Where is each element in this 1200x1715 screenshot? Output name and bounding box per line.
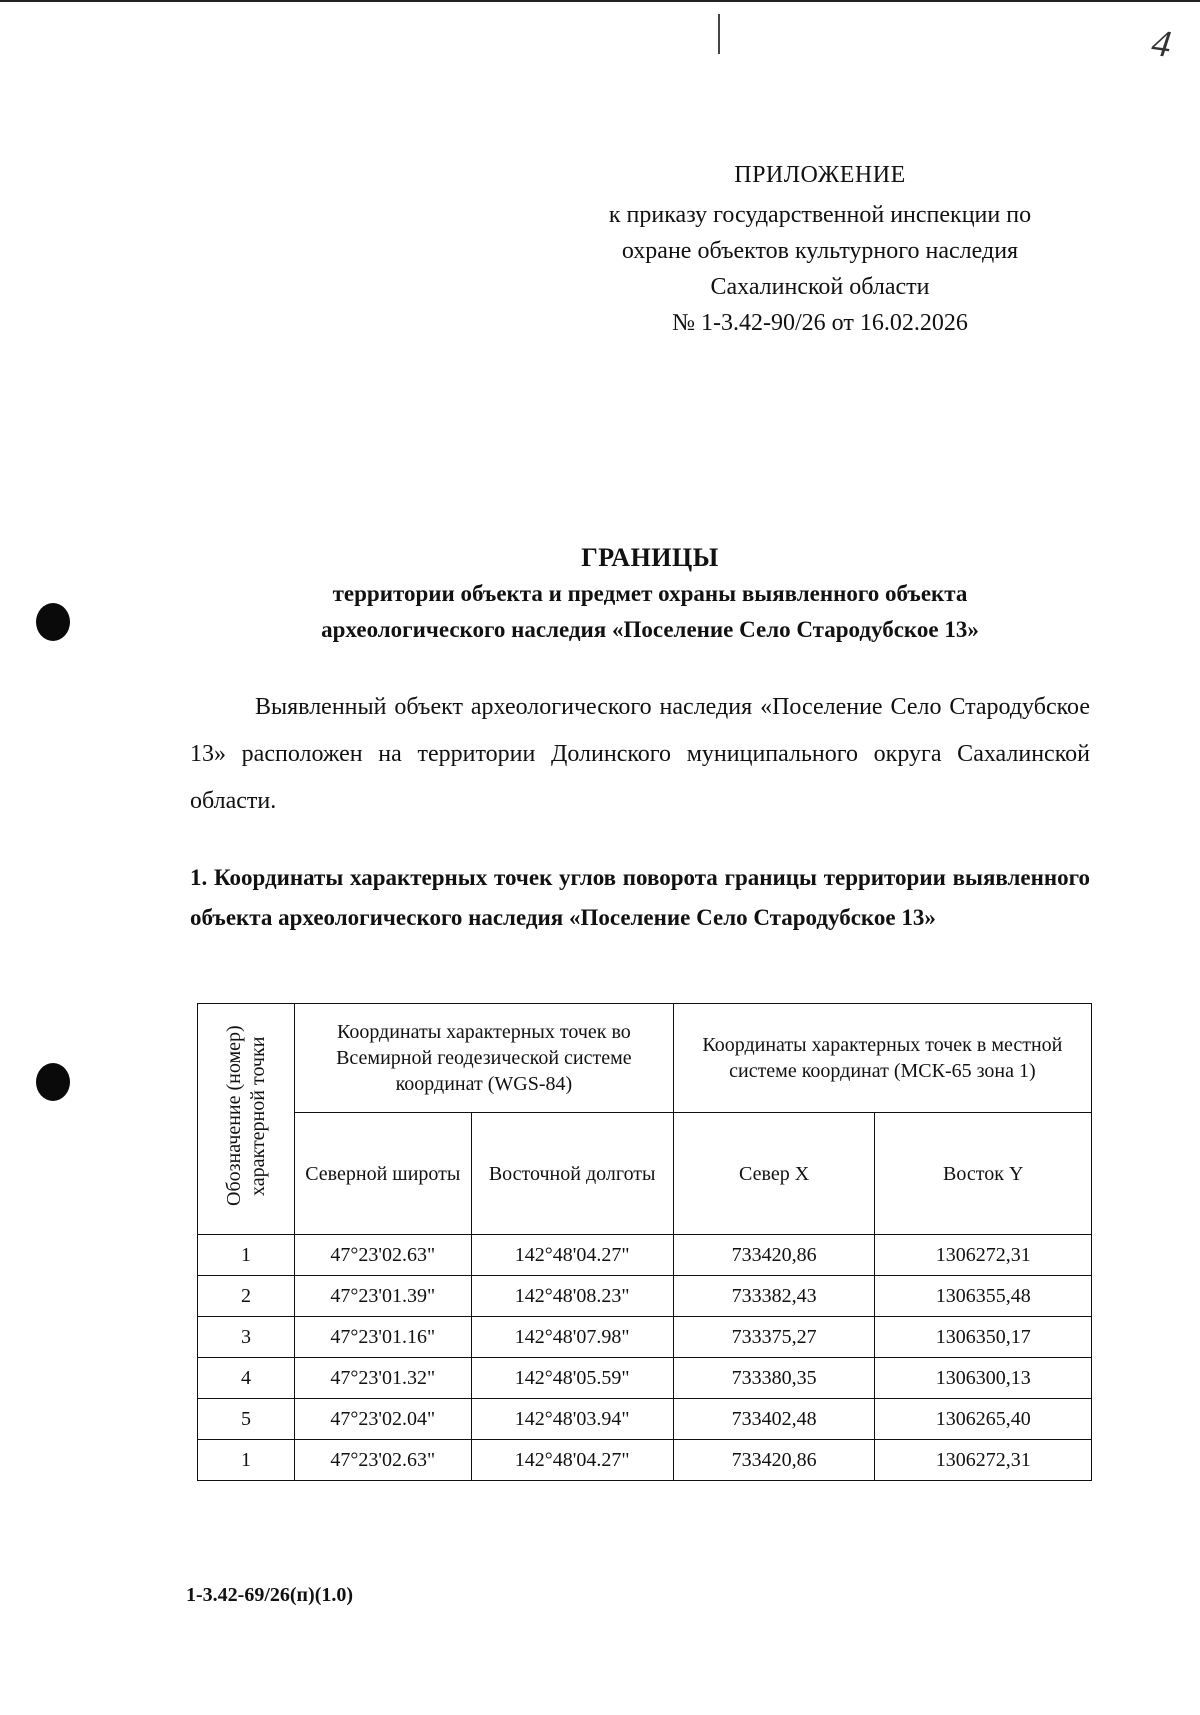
appendix-line: Сахалинской области [710,274,930,300]
header-east-y: Восток Y [875,1113,1092,1235]
title-main: ГРАНИЦЫ [581,543,719,572]
cell-y: 1306272,31 [875,1235,1092,1276]
header-msk65: Координаты характерных точек в местной системе координат (МСК-65 зона 1) [673,1004,1091,1113]
cell-point: 3 [198,1317,295,1358]
cell-x: 733420,86 [673,1235,875,1276]
cell-latitude: 47°23'02.63" [295,1440,472,1481]
document-title [180,540,1120,648]
cell-y: 1306350,17 [875,1317,1092,1358]
cell-y: 1306265,40 [875,1399,1092,1440]
cell-point: 5 [198,1399,295,1440]
cell-y: 1306300,13 [875,1358,1092,1399]
cell-longitude: 142°48'04.27" [471,1440,673,1481]
section-heading: 1. Координаты характерных точек углов поворота границы территории выявленного объекта археологического наследия «Поселение Село Стародубское 13» [190,865,1090,930]
cell-y: 1306272,31 [875,1440,1092,1481]
punch-hole [36,1063,70,1101]
appendix-order-number: № 1-3.42-90/26 от 16.02.2026 [672,310,968,336]
cell-latitude: 47°23'01.32" [295,1358,472,1399]
cell-x: 733402,48 [673,1399,875,1440]
appendix-block [560,157,1080,341]
appendix-title: ПРИЛОЖЕНИЕ [734,162,906,188]
title-line: территории объекта и предмет охраны выявленного объекта [332,581,968,606]
cell-point: 4 [198,1358,295,1399]
table-row [198,1276,1092,1317]
table-row [198,1358,1092,1399]
table-row [198,1440,1092,1481]
cell-x: 733380,35 [673,1358,875,1399]
header-wgs84: Координаты характерных точек во Всемирной геодезической системе координат (WGS-84) [295,1004,674,1113]
cell-longitude: 142°48'07.98" [471,1317,673,1358]
cell-longitude: 142°48'04.27" [471,1235,673,1276]
cell-point: 2 [198,1276,295,1317]
document-code: 1-3.42-69/26(п)(1.0) [186,1584,354,1606]
cell-x: 733375,27 [673,1317,875,1358]
cell-longitude: 142°48'08.23" [471,1276,673,1317]
scan-mark [718,14,720,54]
cell-x: 733382,43 [673,1276,875,1317]
cell-longitude: 142°48'05.59" [471,1358,673,1399]
header-east-longitude: Восточной долготы [471,1113,673,1235]
header-north-latitude: Северной широты [295,1113,472,1235]
top-border-line [0,0,1200,2]
cell-longitude: 142°48'03.94" [471,1399,673,1440]
cell-latitude: 47°23'01.16" [295,1317,472,1358]
coordinates-table [197,1003,1092,1481]
table-header-row [198,1004,1092,1113]
cell-point: 1 [198,1440,295,1481]
cell-latitude: 47°23'02.04" [295,1399,472,1440]
title-line: археологического наследия «Поселение Село Стародубское 13» [321,617,979,642]
cell-x: 733420,86 [673,1440,875,1481]
table-row [198,1399,1092,1440]
appendix-line: охране объектов культурного наследия [621,238,1019,264]
cell-latitude: 47°23'02.63" [295,1235,472,1276]
header-north-x: Север X [673,1113,875,1235]
table-row [198,1235,1092,1276]
table-row [198,1317,1092,1358]
cell-point: 1 [198,1235,295,1276]
intro-paragraph: Выявленный объект археологического наследия «Поселение Село Стародубское 13» расположен на территории Долинского муниципального округа Сахалинской области. [190,694,1090,814]
header-point-designation: Обозначение (номер) характерной точки [198,1004,295,1235]
punch-hole [36,603,70,641]
cell-y: 1306355,48 [875,1276,1092,1317]
appendix-line: к приказу государственной инспекции по [608,202,1032,228]
page-number-mark: 4 [1149,21,1174,67]
table-subheader-row [198,1113,1092,1235]
cell-latitude: 47°23'01.39" [295,1276,472,1317]
